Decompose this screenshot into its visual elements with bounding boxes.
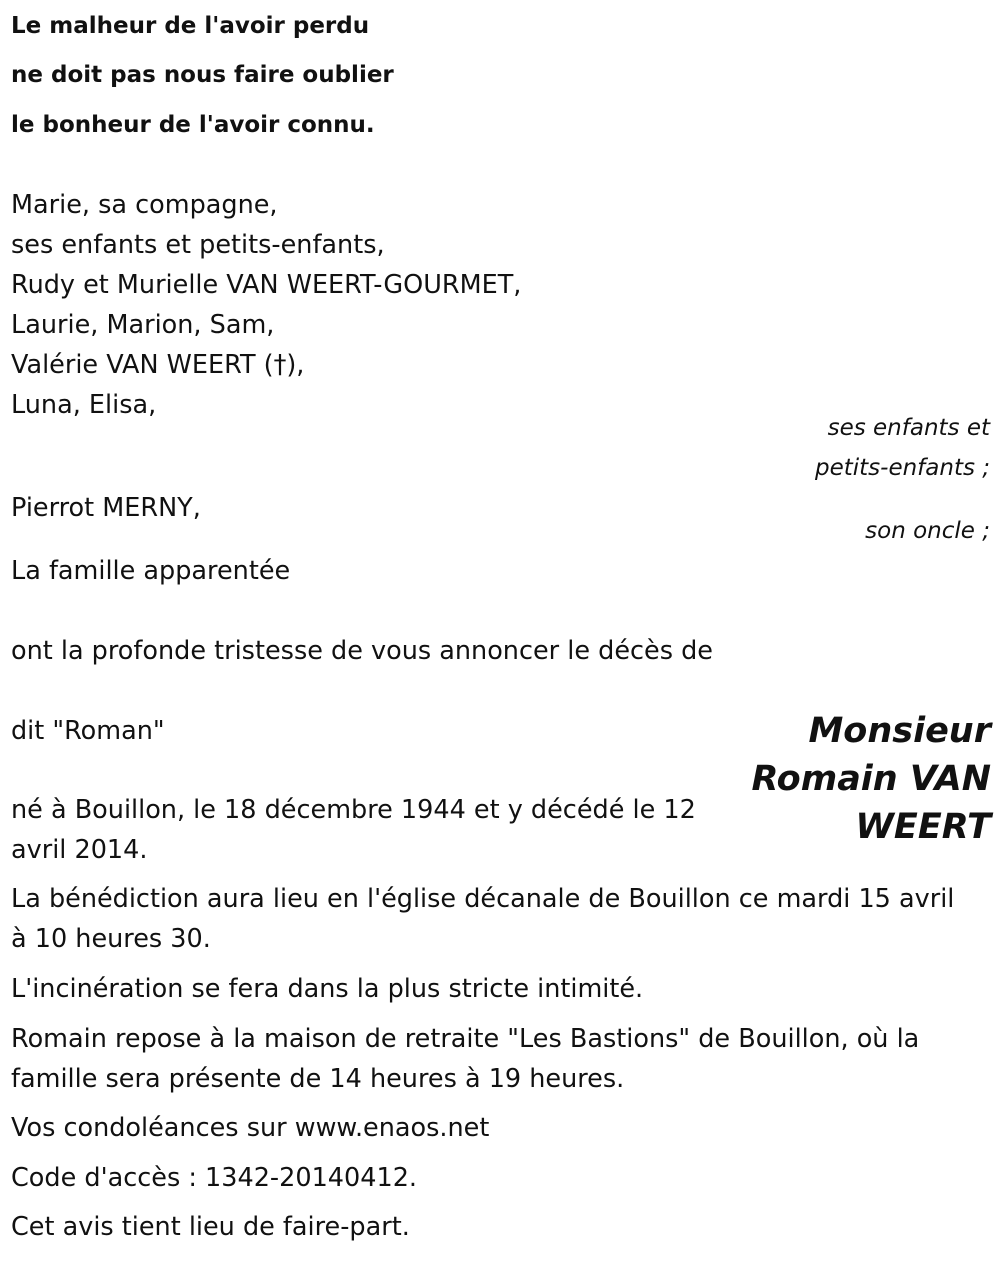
uncle-name: Pierrot MERNY, (11, 493, 201, 523)
notice-line: Cet avis tient lieu de faire-part. (11, 1212, 410, 1242)
quote-line-2: ne doit pas nous faire oublier (11, 62, 394, 88)
condolences-line: Vos condoléances sur www.enaos.net (11, 1113, 490, 1143)
family-line-3: Rudy et Murielle VAN WEERT-GOURMET, (11, 270, 522, 300)
birth-death-line-1: né à Bouillon, le 18 décembre 1944 et y décédé le 12 (11, 795, 696, 825)
role-uncle: son oncle ; (865, 518, 990, 544)
quote-line-3: le bonheur de l'avoir connu. (11, 112, 375, 138)
relatives-line: La famille apparentée (11, 556, 291, 586)
family-line-6: Luna, Elisa, (11, 390, 157, 420)
deceased-name-line-2: WEERT (855, 807, 991, 847)
deceased-name-line-1: Romain VAN (751, 759, 991, 799)
rest-line-2: famille sera présente de 14 heures à 19 heures. (11, 1064, 625, 1094)
role-children-line-1: ses enfants et (827, 415, 990, 441)
access-code-line: Code d'accès : 1342-20140412. (11, 1163, 418, 1193)
quote-line-1: Le malheur de l'avoir perdu (11, 13, 370, 39)
deceased-nickname: dit "Roman" (11, 716, 165, 746)
family-line-2: ses enfants et petits-enfants, (11, 230, 385, 260)
deceased-name-block (691, 707, 991, 851)
rest-line-1: Romain repose à la maison de retraite "Les Bastions" de Bouillon, où la (11, 1024, 920, 1054)
deceased-title: Monsieur (808, 711, 991, 751)
birth-death-line-2: avril 2014. (11, 835, 148, 865)
role-children-line-2: petits-enfants ; (814, 455, 990, 481)
family-line-5: Valérie VAN WEERT (†), (11, 350, 305, 380)
benediction-line-2: à 10 heures 30. (11, 924, 211, 954)
benediction-line-1: La bénédiction aura lieu en l'église décanale de Bouillon ce mardi 15 avril (11, 884, 955, 914)
family-line-4: Laurie, Marion, Sam, (11, 310, 275, 340)
announcement-line: ont la profonde tristesse de vous annoncer le décès de (11, 636, 713, 666)
family-line-1: Marie, sa compagne, (11, 190, 278, 220)
incineration-line: L'incinération se fera dans la plus stricte intimité. (11, 974, 644, 1004)
